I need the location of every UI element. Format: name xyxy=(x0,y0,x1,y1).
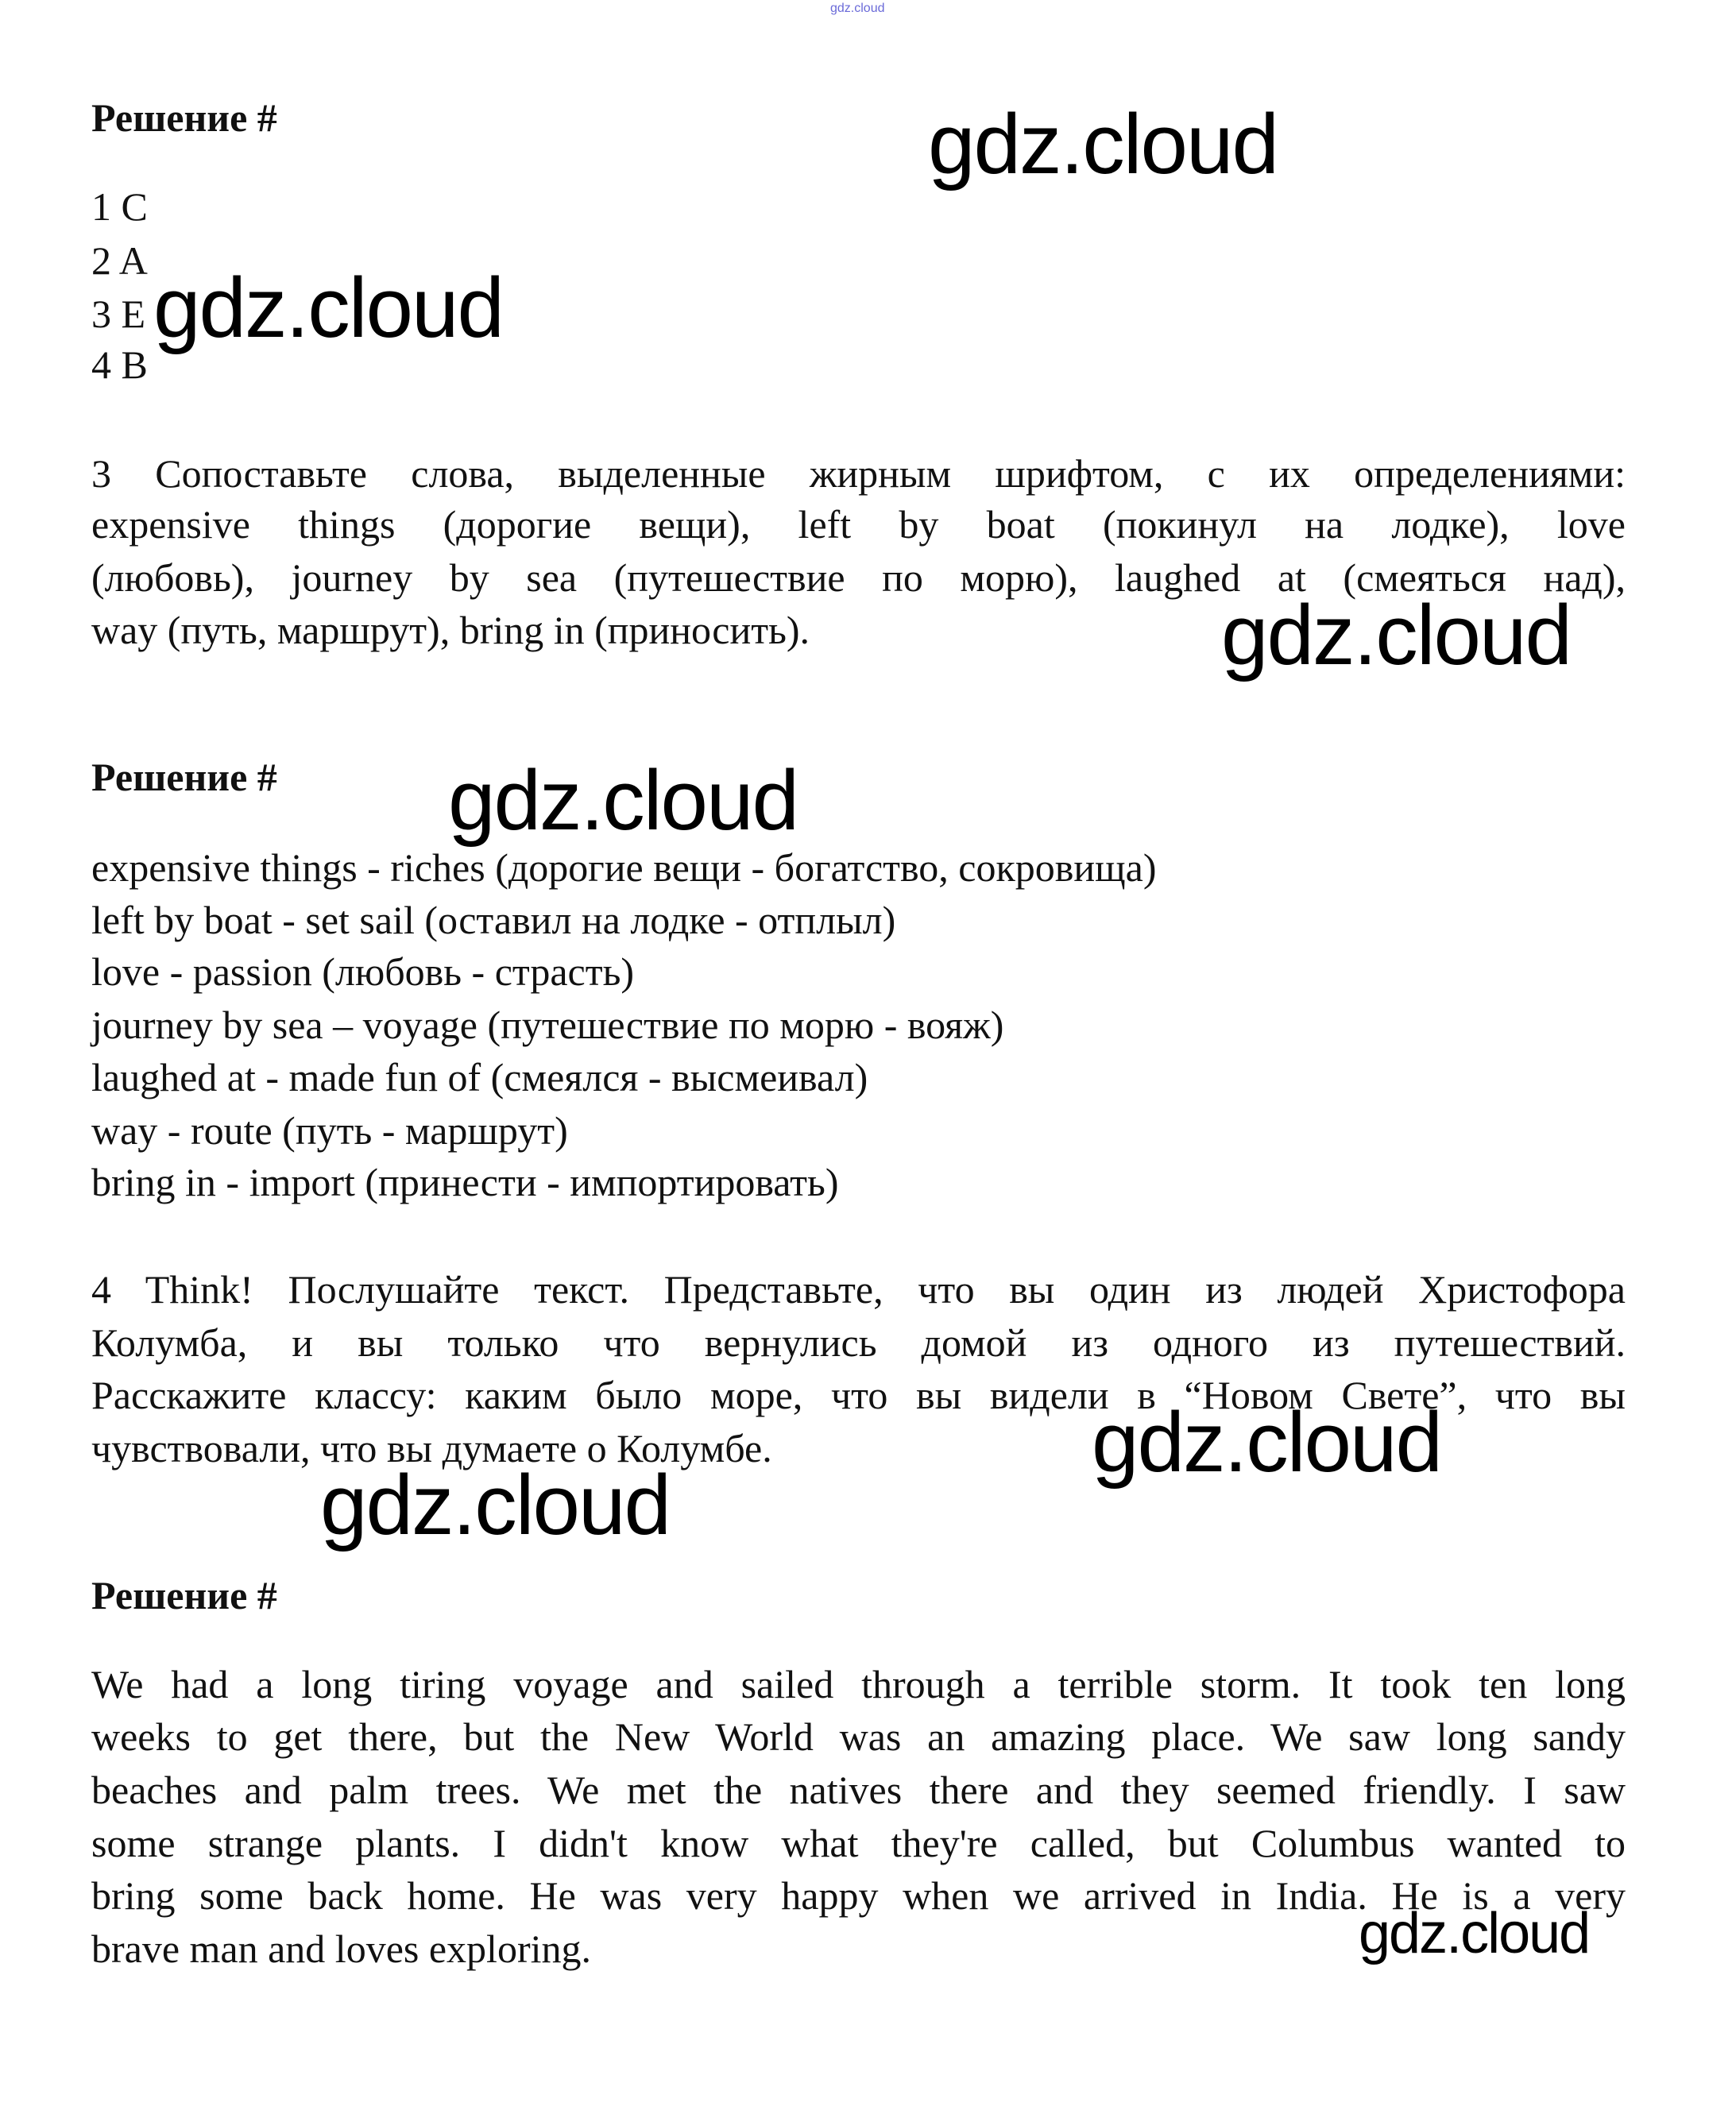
answer-line: love - passion (любовь - страсть) xyxy=(91,949,635,994)
answer-line: 2 A xyxy=(91,238,148,283)
answer-line: 3 E xyxy=(91,292,146,336)
answer-line: bring in - import (принести - импортировать) xyxy=(91,1160,839,1204)
watermark: gdz.cloud xyxy=(928,96,1278,191)
task-4-line: чувствовали, что вы думаете о Колумбе. xyxy=(91,1426,772,1470)
task-3-line: expensive things (дорогие вещи), left by boat (покинул на лодке), love xyxy=(91,502,1626,547)
solution-heading-2: Решение # xyxy=(91,755,277,799)
task-4-line: 4 Think! Послушайте текст. Представьте, что вы один из людей Христофора xyxy=(91,1267,1626,1312)
answer-line: 1 C xyxy=(91,184,148,229)
answer-line: journey by sea – voyage (путешествие по морю - вояж) xyxy=(91,1003,1004,1047)
answer-line: laughed at - made fun of (смеялся - высмеивал) xyxy=(91,1055,868,1099)
top-watermark: gdz.cloud xyxy=(830,2,885,15)
watermark: gdz.cloud xyxy=(1221,587,1572,682)
answer-line: bring some back home. He was very happy when we arrived in India. He is a very xyxy=(91,1873,1626,1918)
answer-line: beaches and palm trees. We met the natives there and they seemed friendly. I saw xyxy=(91,1768,1626,1812)
watermark: gdz.cloud xyxy=(1092,1394,1442,1490)
task-3-line: way (путь, маршрут), bring in (приносить). xyxy=(91,608,810,652)
task-3-line: 3 Сопоставьте слова, выделенные жирным шрифтом, с их определениями: xyxy=(91,451,1626,496)
answer-line: expensive things - riches (дорогие вещи - богатство, сокровища) xyxy=(91,845,1157,890)
solution-heading-3: Решение # xyxy=(91,1573,277,1617)
answer-line: way - route (путь - маршрут) xyxy=(91,1108,568,1153)
solution-heading-1: Решение # xyxy=(91,95,277,140)
answer-line: some strange plants. I didn't know what they're called, but Columbus wanted to xyxy=(91,1821,1626,1865)
answer-line: brave man and loves exploring. xyxy=(91,1926,591,1971)
watermark: gdz.cloud xyxy=(153,260,504,355)
answer-line: left by boat - set sail (оставил на лодке - отплыл) xyxy=(91,898,896,942)
answer-line: weeks to get there, but the New World was an amazing place. We saw long sandy xyxy=(91,1714,1626,1759)
watermark: gdz.cloud xyxy=(1359,1902,1590,1965)
task-3-line: (любовь), journey by sea (путешествие по морю), laughed at (смеяться над), xyxy=(91,555,1626,600)
task-4-line: Колумба, и вы только что вернулись домой из одного из путешествий. xyxy=(91,1320,1626,1365)
watermark: gdz.cloud xyxy=(448,752,798,848)
answer-line: 4 B xyxy=(91,342,148,387)
task-4-line: Расскажите классу: каким было море, что вы видели в “Новом Свете”, что вы xyxy=(91,1373,1626,1417)
watermark: gdz.cloud xyxy=(320,1457,671,1552)
answer-line: We had a long tiring voyage and sailed through a terrible storm. It took ten long xyxy=(91,1662,1626,1706)
